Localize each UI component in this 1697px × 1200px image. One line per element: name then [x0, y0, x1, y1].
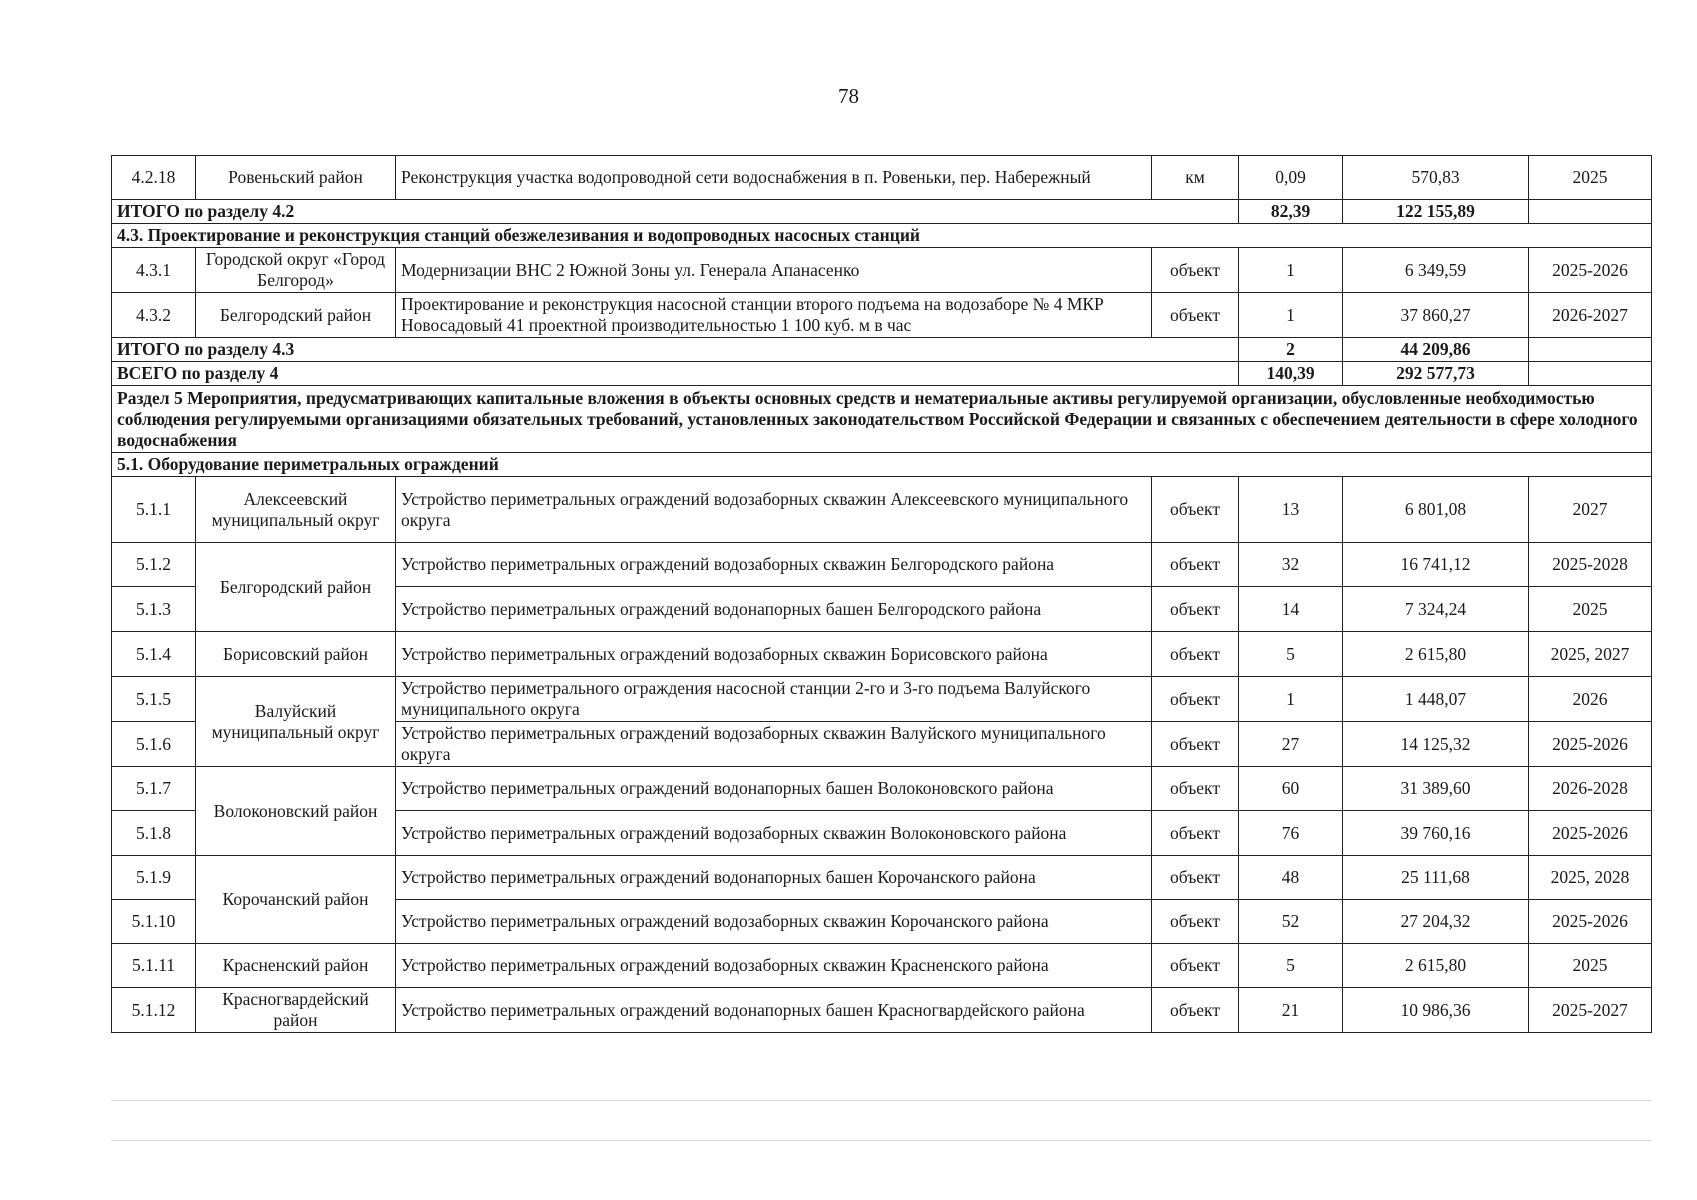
- district-cell: Ровеньский район: [196, 156, 396, 200]
- years-cell: 2025-2026: [1529, 722, 1652, 767]
- total-label-cell: ВСЕГО по разделу 4: [112, 362, 1239, 386]
- district-cell: Белгородский район: [196, 543, 396, 632]
- item-number-cell: 5.1.6: [112, 722, 196, 767]
- activity-name-cell: Проектирование и реконструкция насосной станции второго подъема на водозаборе № 4 МКР Новосадовый 41 проектной производительностью 1 100 куб. м в час: [396, 293, 1152, 338]
- years-cell: 2026: [1529, 677, 1652, 722]
- total-cost-cell: 292 577,73: [1343, 362, 1529, 386]
- total-quantity-cell: 82,39: [1239, 200, 1343, 224]
- table-row: [112, 988, 1652, 1033]
- table-row: [112, 632, 1652, 677]
- district-cell: Валуйский муниципальный округ: [196, 677, 396, 767]
- cost-cell: 570,83: [1343, 156, 1529, 200]
- quantity-cell: 1: [1239, 248, 1343, 293]
- quantity-cell: 76: [1239, 811, 1343, 856]
- item-number-cell: 5.1.8: [112, 811, 196, 856]
- district-cell: Алексеевский муниципальный округ: [196, 477, 396, 543]
- scan-artifact-line: [111, 1140, 1651, 1141]
- cost-cell: 14 125,32: [1343, 722, 1529, 767]
- table-row: [112, 156, 1652, 200]
- empty-cell: [1529, 362, 1652, 386]
- item-number-cell: 5.1.2: [112, 543, 196, 587]
- unit-cell: объект: [1152, 248, 1239, 293]
- total-cost-cell: 122 155,89: [1343, 200, 1529, 224]
- district-cell: Красногвардейский район: [196, 988, 396, 1033]
- quantity-cell: 60: [1239, 767, 1343, 811]
- item-number-cell: 5.1.5: [112, 677, 196, 722]
- unit-cell: объект: [1152, 856, 1239, 900]
- item-number-cell: 4.2.18: [112, 156, 196, 200]
- quantity-cell: 0,09: [1239, 156, 1343, 200]
- activity-name-cell: Устройство периметральных ограждений водозаборных скважин Волоконовского района: [396, 811, 1152, 856]
- quantity-cell: 1: [1239, 677, 1343, 722]
- years-cell: 2025, 2028: [1529, 856, 1652, 900]
- years-cell: 2026-2027: [1529, 293, 1652, 338]
- activity-name-cell: Устройство периметральных ограждений водозаборных скважин Валуйского муниципального округа: [396, 722, 1152, 767]
- cost-cell: 2 615,80: [1343, 632, 1529, 677]
- section-header-row: [112, 386, 1652, 453]
- cost-cell: 10 986,36: [1343, 988, 1529, 1033]
- unit-cell: объект: [1152, 722, 1239, 767]
- total-quantity-cell: 140,39: [1239, 362, 1343, 386]
- cost-cell: 37 860,27: [1343, 293, 1529, 338]
- district-cell: Белгородский район: [196, 293, 396, 338]
- total-cost-cell: 44 209,86: [1343, 338, 1529, 362]
- quantity-cell: 13: [1239, 477, 1343, 543]
- quantity-cell: 32: [1239, 543, 1343, 587]
- item-number-cell: 4.3.1: [112, 248, 196, 293]
- activity-name-cell: Модернизации ВНС 2 Южной Зоны ул. Генерала Апанасенко: [396, 248, 1152, 293]
- activity-name-cell: Устройство периметральных ограждений водозаборных скважин Белгородского района: [396, 543, 1152, 587]
- total-label-cell: ИТОГО по разделу 4.3: [112, 338, 1239, 362]
- district-cell: Борисовский район: [196, 632, 396, 677]
- total-label-cell: ИТОГО по разделу 4.2: [112, 200, 1239, 224]
- years-cell: 2025: [1529, 944, 1652, 988]
- activity-name-cell: Устройство периметральных ограждений водонапорных башен Волоконовского района: [396, 767, 1152, 811]
- years-cell: 2027: [1529, 477, 1652, 543]
- item-number-cell: 5.1.10: [112, 900, 196, 944]
- activity-name-cell: Устройство периметральных ограждений водонапорных башен Корочанского района: [396, 856, 1152, 900]
- unit-cell: объект: [1152, 677, 1239, 722]
- table-row: [112, 248, 1652, 293]
- investment-program-table: [111, 155, 1652, 1033]
- quantity-cell: 1: [1239, 293, 1343, 338]
- unit-cell: объект: [1152, 944, 1239, 988]
- unit-cell: объект: [1152, 811, 1239, 856]
- page-number: 78: [838, 84, 859, 108]
- district-cell: Волоконовский район: [196, 767, 396, 856]
- cost-cell: 31 389,60: [1343, 767, 1529, 811]
- activity-name-cell: Реконструкция участка водопроводной сети водоснабжения в п. Ровеньки, пер. Набережный: [396, 156, 1152, 200]
- cost-cell: 25 111,68: [1343, 856, 1529, 900]
- years-cell: 2025-2028: [1529, 543, 1652, 587]
- table-row: [112, 767, 1652, 811]
- years-cell: 2025-2026: [1529, 811, 1652, 856]
- table-row: [112, 677, 1652, 722]
- cost-cell: 1 448,07: [1343, 677, 1529, 722]
- total-quantity-cell: 2: [1239, 338, 1343, 362]
- years-cell: 2025-2027: [1529, 988, 1652, 1033]
- quantity-cell: 48: [1239, 856, 1343, 900]
- table-row: [112, 856, 1652, 900]
- activity-name-cell: Устройство периметральных ограждений водонапорных башен Красногвардейского района: [396, 988, 1152, 1033]
- years-cell: 2025: [1529, 587, 1652, 632]
- cost-cell: 16 741,12: [1343, 543, 1529, 587]
- cost-cell: 27 204,32: [1343, 900, 1529, 944]
- quantity-cell: 5: [1239, 944, 1343, 988]
- item-number-cell: 5.1.11: [112, 944, 196, 988]
- years-cell: 2025: [1529, 156, 1652, 200]
- district-cell: Городской округ «Город Белгород»: [196, 248, 396, 293]
- years-cell: 2026-2028: [1529, 767, 1652, 811]
- unit-cell: км: [1152, 156, 1239, 200]
- activity-name-cell: Устройство периметральных ограждений водозаборных скважин Борисовского района: [396, 632, 1152, 677]
- cost-cell: 7 324,24: [1343, 587, 1529, 632]
- item-number-cell: 5.1.1: [112, 477, 196, 543]
- activity-name-cell: Устройство периметральных ограждений водозаборных скважин Красненского района: [396, 944, 1152, 988]
- table-row: [112, 477, 1652, 543]
- unit-cell: объект: [1152, 632, 1239, 677]
- unit-cell: объект: [1152, 293, 1239, 338]
- unit-cell: объект: [1152, 767, 1239, 811]
- unit-cell: объект: [1152, 543, 1239, 587]
- item-number-cell: 5.1.9: [112, 856, 196, 900]
- table-body: [112, 156, 1652, 1033]
- cost-cell: 6 349,59: [1343, 248, 1529, 293]
- table-row: [112, 293, 1652, 338]
- district-cell: Корочанский район: [196, 856, 396, 944]
- unit-cell: объект: [1152, 477, 1239, 543]
- years-cell: 2025, 2027: [1529, 632, 1652, 677]
- section-header-row: [112, 453, 1652, 477]
- activity-name-cell: Устройство периметрального ограждения насосной станции 2-го и 3-го подъема Валуйского муниципального округа: [396, 677, 1152, 722]
- years-cell: 2025-2026: [1529, 248, 1652, 293]
- section-header-row: [112, 224, 1652, 248]
- district-cell: Красненский район: [196, 944, 396, 988]
- total-row: [112, 200, 1652, 224]
- item-number-cell: 5.1.4: [112, 632, 196, 677]
- years-cell: 2025-2026: [1529, 900, 1652, 944]
- cost-cell: 2 615,80: [1343, 944, 1529, 988]
- cost-cell: 39 760,16: [1343, 811, 1529, 856]
- unit-cell: объект: [1152, 900, 1239, 944]
- unit-cell: объект: [1152, 988, 1239, 1033]
- table-row: [112, 543, 1652, 587]
- quantity-cell: 21: [1239, 988, 1343, 1033]
- item-number-cell: 5.1.7: [112, 767, 196, 811]
- empty-cell: [1529, 200, 1652, 224]
- activity-name-cell: Устройство периметральных ограждений водозаборных скважин Алексеевского муниципального округа: [396, 477, 1152, 543]
- cost-cell: 6 801,08: [1343, 477, 1529, 543]
- quantity-cell: 27: [1239, 722, 1343, 767]
- item-number-cell: 5.1.3: [112, 587, 196, 632]
- quantity-cell: 14: [1239, 587, 1343, 632]
- quantity-cell: 52: [1239, 900, 1343, 944]
- scan-artifact-line: [111, 1100, 1651, 1101]
- activity-name-cell: Устройство периметральных ограждений водозаборных скважин Корочанского района: [396, 900, 1152, 944]
- section-header-cell: 4.3. Проектирование и реконструкция станций обезжелезивания и водопроводных насосных станций: [112, 224, 1652, 248]
- empty-cell: [1529, 338, 1652, 362]
- table-row: [112, 944, 1652, 988]
- total-row: [112, 362, 1652, 386]
- item-number-cell: 5.1.12: [112, 988, 196, 1033]
- item-number-cell: 4.3.2: [112, 293, 196, 338]
- activity-name-cell: Устройство периметральных ограждений водонапорных башен Белгородского района: [396, 587, 1152, 632]
- section-header-cell: Раздел 5 Мероприятия, предусматривающих капитальные вложения в объекты основных средств и нематериальные активы регулируемой организации, обусловленные необходимостью соблюдения регулируемыми организациями обязательных требований, установленных законодательством Российской Федерации и связанных с обеспечением деятельности в сфере холодного водоснабжения: [112, 386, 1652, 453]
- quantity-cell: 5: [1239, 632, 1343, 677]
- unit-cell: объект: [1152, 587, 1239, 632]
- section-header-cell: 5.1. Оборудование периметральных ограждений: [112, 453, 1652, 477]
- total-row: [112, 338, 1652, 362]
